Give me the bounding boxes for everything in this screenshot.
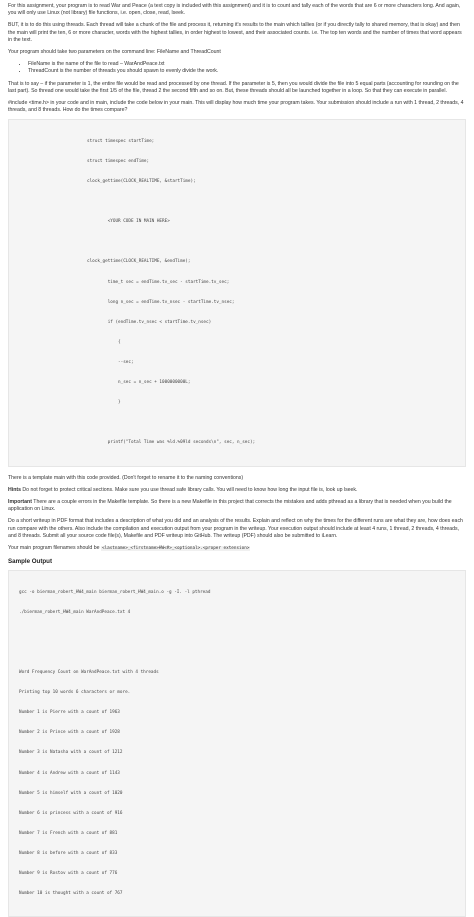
timing-code-block xyxy=(8,119,466,466)
output-line: Number 8 is before with a count of 833 xyxy=(19,850,118,856)
code-line: long n_sec = endTime.tv_nsec - startTime.tv_nsec; xyxy=(87,299,235,305)
code-line: n_sec = n_sec + 1000000000L; xyxy=(87,380,191,386)
intro-paragraph: For this assignment, your program is to read War and Peace (a text copy is included with this assignment) and it is to count and tally each of the words that are 6 or more characters long. And again, you will only use Linux (not library) file functions, i.e. open, close, read, lseek. xyxy=(8,3,461,17)
filename-paragraph xyxy=(8,545,466,552)
hints-text: Do not forget to protect critical sections. Make sure you use thread safe library calls. You will need to know how long the input file is, look up lseek. xyxy=(20,486,358,493)
code-line: struct timespec endTime; xyxy=(87,158,150,164)
output-line: gcc -o bierman_robert_HW4_main bierman_robert_HW4_main.o -g -I. -l pthread xyxy=(19,589,211,595)
output-line: Number 9 is Rostov with a count of 776 xyxy=(19,871,118,877)
code-line: clock_gettime(CLOCK_REALTIME, &endTime); xyxy=(87,259,191,265)
code-line: struct timespec startTime; xyxy=(87,138,155,144)
code-line: <YOUR CODE IN MAIN HERE> xyxy=(87,219,170,225)
output-line: Number 4 is Andrew with a count of 1143 xyxy=(19,770,120,776)
writeup-paragraph: Do a short writeup in PDF format that includes a description of what you did and an analysis of the results. Explain and reflect on why the times for the different runs are what they are, how does each run compare with the others. Also include the compilation and execution output from your program in the writeup. Your execution output should include at least 4 runs, 1 thread, 2 threads, 4 threads, and 8 threads. Submit all your source code file(s), Makefile and PDF writeup into GitHub. The writeup (PDF) should also be submitted to iLearn. xyxy=(8,518,463,539)
code-line: if (endTime.tv_nsec < startTime.tv_nsec) xyxy=(87,319,212,325)
code-line: printf("Total Time was %ld.%09ld seconds\n", sec, n_sec); xyxy=(87,440,256,446)
timing-paragraph: #include <time.h> in your code and in main, include the code below in your main. This will display how much time your program takes. Your submission should include a run with 1 thread, 2 threads, 4 threads, and 8 threads. How do the times compare? xyxy=(8,100,464,114)
output-line xyxy=(19,630,455,637)
output-line: Number 3 is Natasha with a count of 1212 xyxy=(19,750,123,756)
hints-paragraph xyxy=(8,487,466,494)
output-line: Number 7 is French with a count of 881 xyxy=(19,830,118,836)
param-threadcount: • ThreadCount is the number of threads you should spawn to evenly divide the work. xyxy=(28,68,466,75)
output-line: Number 2 is Prince with a count of 1928 xyxy=(19,730,120,736)
threads-paragraph: BUT, it is to do this using threads. Each thread will take a chunk of the file and process it, returning it's results to the main which tallies (or if you directly tally to shared memory, that is okay) and then the main will print the ten, 6 or more character, words with the highest tallies, in order highest to lowest, and their associated counts. i.e. The top ten words and the number of times that word appears in the text. xyxy=(8,22,462,43)
param-filename: • FileName is the name of the file to read – WarAndPeace.txt xyxy=(28,61,466,68)
template-note: There is a template main with this code provided. (Don't forget to rename it to the naming conventions) xyxy=(8,474,244,481)
parameters-paragraph: Your program should take two parameters on the command line: FileName and ThreadCount xyxy=(8,49,221,56)
code-line: time_t sec = endTime.tv_sec - startTime.tv_sec; xyxy=(87,279,230,285)
code-line xyxy=(87,420,455,427)
code-line: } xyxy=(87,400,121,406)
output-line: Word Frequency Count on WarAndPeace.txt with 4 threads xyxy=(19,669,159,675)
division-paragraph: That is to say – if the parameter is 1, the entire file would be read and processed by one thread. If the parameter is 5, then you would divide the file into 5 equal parts (accounting for rounding on the last part). So thread one would take the first 1/5 of the file, thread 2 the second fifth and so on. But, these threads should all be launched together in a loop. So that they can execute in parallel. xyxy=(8,80,459,94)
output-line: Number 10 is thought with a count of 767 xyxy=(19,891,123,897)
important-paragraph xyxy=(8,499,466,513)
code-line: clock_gettime(CLOCK_REALTIME, &startTime); xyxy=(87,179,196,185)
filename-text: Your main program filenames should be xyxy=(8,544,101,551)
hints-label: Hints xyxy=(8,486,21,493)
output-line: Printing top 10 words 6 characters or more. xyxy=(19,690,131,696)
output-line xyxy=(19,650,455,657)
parameter-list xyxy=(8,61,466,75)
output-line: Number 1 is Pierre with a count of 1963 xyxy=(19,710,120,716)
sample-output-block xyxy=(8,570,466,917)
important-text: There are a couple errors in the Makefile template. So there is a new Makefile in this project that corrects the mistakes and adds pthread as a library that is needed when you build the application on Linux. xyxy=(8,498,452,513)
important-label: Important xyxy=(8,498,32,505)
output-line: Number 6 is princess with a count of 916 xyxy=(19,810,123,816)
code-line xyxy=(87,239,455,246)
code-line: --sec; xyxy=(87,360,134,366)
sample-output-heading: Sample Output xyxy=(8,558,53,566)
filename-pattern: <lastname>_<firstname>HW<#>_<optional>.<proper extension> xyxy=(101,545,250,551)
output-line: Number 5 is himself with a count of 1020 xyxy=(19,790,123,796)
output-line: ./bierman_robert_HW4_main WarAndPeace.txt 4 xyxy=(19,609,131,615)
code-line xyxy=(87,199,455,206)
code-line: { xyxy=(87,339,121,345)
